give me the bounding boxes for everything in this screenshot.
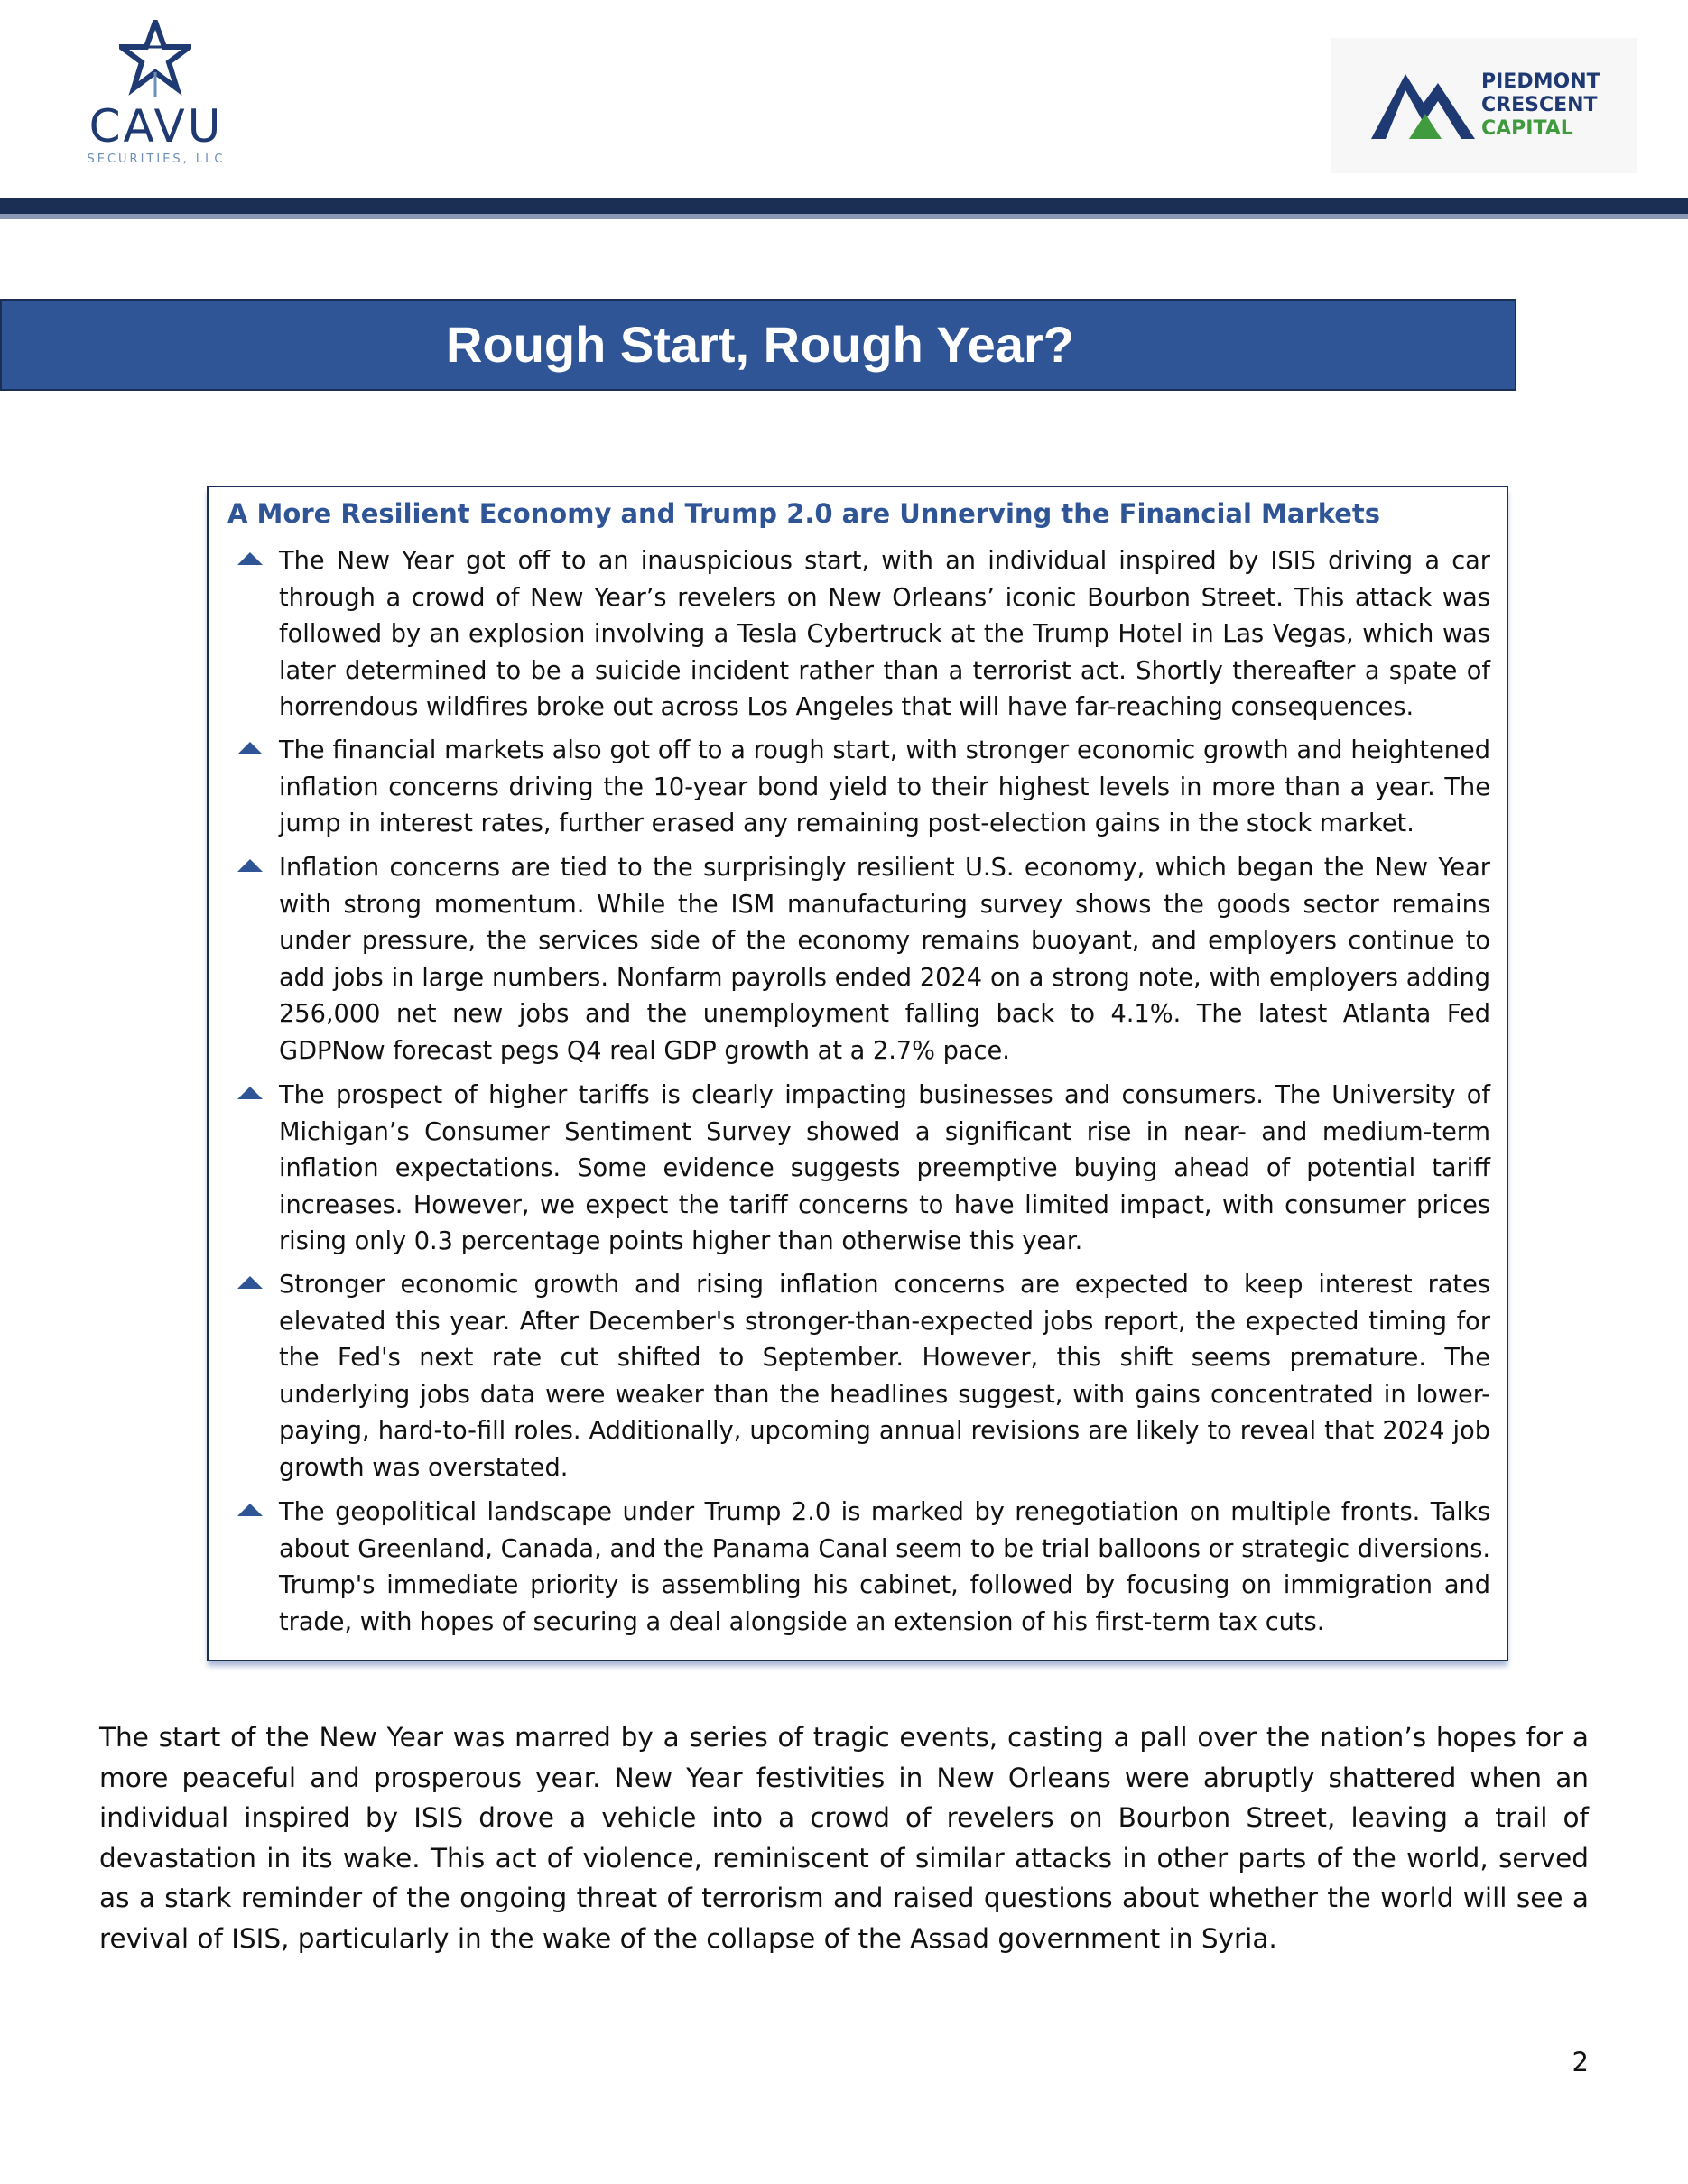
summary-bullet-text: The financial markets also got off to a rough start, with stronger economic growth and heightened inflation concerns driving the 10-year bond yield to their highest levels in more than a year. The jump in interest rates, further erased any remaining post-election gains in the stock market. xyxy=(279,736,1490,838)
star-icon xyxy=(119,20,191,97)
pcc-line-2: CRESCENT xyxy=(1481,94,1598,116)
triangle-bullet-icon xyxy=(237,1276,263,1289)
triangle-bullet-icon xyxy=(237,1087,263,1099)
summary-box xyxy=(207,486,1508,1661)
summary-bullet-text: Stronger economic growth and rising inflation concerns are expected to keep interest rates elevated this year. After December's stronger-than-expected jobs report, the expected timing for the Fed's next rate cut shifted to September. However, this shift seems premature. The underlying jobs data were weaker than the headlines suggest, with gains concentrated in lower-paying, hard-to-fill roles. Additionally, upcoming annual revisions are likely to reveal that 2024 job growth was overstated. xyxy=(279,1271,1490,1482)
pcc-line-3: CAPITAL xyxy=(1481,117,1573,140)
triangle-bullet-icon xyxy=(237,552,263,565)
pcc-wordmark xyxy=(1481,70,1600,141)
cavu-securities-logo xyxy=(79,20,233,169)
header-divider xyxy=(0,198,1688,214)
triangle-bullet-icon xyxy=(237,859,263,872)
header-divider-accent xyxy=(0,214,1688,219)
triangle-bullet-icon xyxy=(237,742,263,754)
page-title: Rough Start, Rough Year? xyxy=(446,316,1074,373)
cavu-subline: SECURITIES, LLC xyxy=(87,153,226,166)
summary-bullet-text: The geopolitical landscape under Trump 2.0 is marked by renegotiation on multiple fronts. Talks about Greenland, Canada, and the Panama Canal seem to be trial balloons or strategic diversions. Trump's immediate priority is assembling his cabinet, followed by focusing on immigration and trade, with hopes of securing a deal alongside an extension of his first-term tax cuts. xyxy=(279,1498,1490,1636)
page-number: 2 xyxy=(1572,2047,1589,2078)
cavu-wordmark: CAVU xyxy=(88,100,224,153)
summary-bullet-text: The prospect of higher tariffs is clearly impacting businesses and consumers. The University of Michigan’s Consumer Sentiment Survey showed a significant rise in near- and medium-term inflation expectations. Some evidence suggests preemptive buying ahead of potential tariff increases. However, we expect the tariff concerns to have limited impact, with consumer prices rising only 0.3 percentage points higher than otherwise this year. xyxy=(279,1081,1490,1255)
piedmont-crescent-capital-logo xyxy=(1331,38,1637,173)
summary-bullet-text: Inflation concerns are tied to the surprisingly resilient U.S. economy, which began the New Year with strong momentum. While the ISM manufacturing survey shows the goods sector remains under pressure, the services side of the economy remains buoyant, and employers continue to add jobs in large numbers. Nonfarm payrolls ended 2024 on a strong note, with employers adding 256,000 net new jobs and the unemployment falling back to 4.1%. The latest Atlanta Fed GDPNow forecast pegs Q4 real GDP growth at a 2.7% pace. xyxy=(279,854,1490,1065)
mountain-logo-icon xyxy=(1371,67,1475,141)
summary-heading: A More Resilient Economy and Trump 2.0 are Unnerving the Financial Markets xyxy=(227,498,1381,529)
title-banner xyxy=(0,299,1516,391)
pcc-line-1: PIEDMONT xyxy=(1481,70,1600,93)
summary-bullet-text: The New Year got off to an inauspicious start, with an individual inspired by ISIS driving a car through a crowd of New Year’s revelers on New Orleans’ iconic Bourbon Street. This attack was followed by an explosion involving a Tesla Cybertruck at the Trump Hotel in Las Vegas, which was later determined to be a suicide incident rather than a terrorist act. Shortly thereafter a spate of horrendous wildfires broke out across Los Angeles that will have far-reaching consequences. xyxy=(279,547,1490,721)
triangle-bullet-icon xyxy=(237,1504,263,1516)
body-paragraph: The start of the New Year was marred by a series of tragic events, casting a pall over the nation’s hopes for a more peaceful and prosperous year. New Year festivities in New Orleans were abruptly shattered when an individual inspired by ISIS drove a vehicle into a crowd of revelers on Bourbon Street, leaving a trail of devastation in its wake. This act of violence, reminiscent of similar attacks in other parts of the world, served as a stark reminder of the ongoing threat of terrorism and raised questions about whether the world will see a revival of ISIS, particularly in the wake of the collapse of the Assad government in Syria. xyxy=(99,1722,1589,1954)
